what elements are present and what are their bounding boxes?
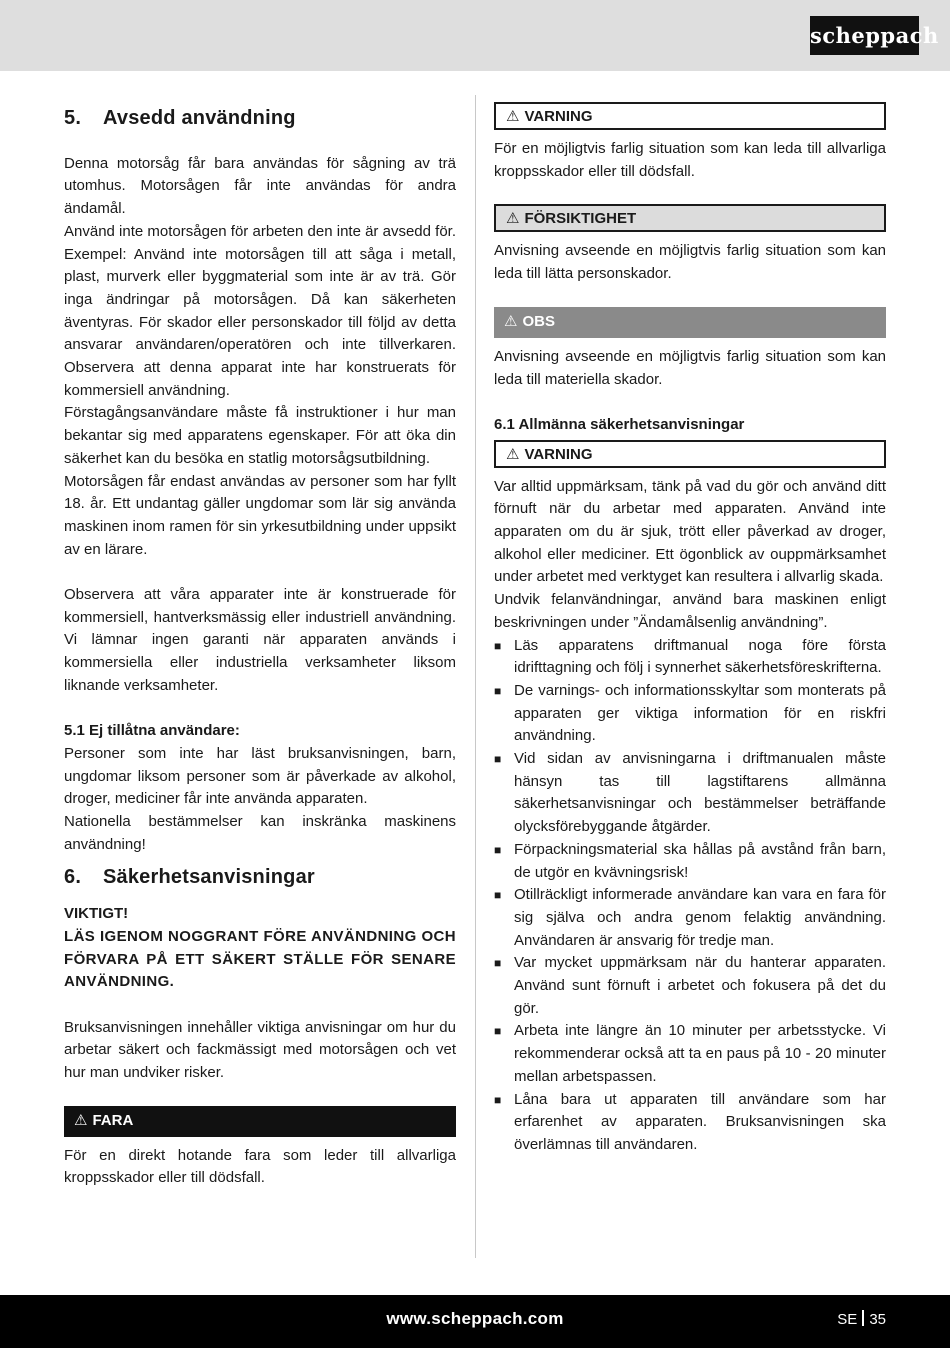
paragraph: Motorsågen får endast användas av personer som har fyllt 18. år. Ett undantag gäller ungdomar som lär sig använda maskinen inom ramen för sin yrkesutbildning under uppsikt av en lärare. [64, 472, 456, 558]
website-link[interactable]: www.scheppach.com [386, 1309, 564, 1328]
paragraph: Var alltid uppmärksam, tänk på vad du gör och använd ditt förnuft när du arbetar med apparaten. Använd inte apparaten om du är sjuk, trött eller påverkad av droger, alkohol eller mediciner. Ett ögonblick av ouppmärksamhet under arbetet med verktyget kan resultera i allvarlig skada. [494, 477, 886, 586]
section-5-heading: 5. Avsedd användning [64, 107, 296, 129]
paragraph: Undvik felanvändningar, använd bara maskinen enligt beskrivningen under ”Ändamålsenlig användning”. [494, 591, 886, 631]
header-bar [0, 0, 950, 71]
paragraph: Nationella bestämmelser kan inskränka maskinens användning! [64, 813, 456, 853]
paragraph: För en direkt hotande fara som leder till allvarliga kroppsskador eller till dödsfall. [64, 1146, 456, 1187]
section-6-heading: 6. Säkerhetsanvisningar [64, 866, 315, 889]
paragraph: För en möjligtvis farlig situation som kan leda till allvarliga kroppsskador eller till dödsfall. [494, 140, 886, 180]
paragraph: Bruksanvisningen innehåller viktiga anvisningar om hur du arbetar säkert och fackmässigt med motorsågen och vet hur man undviker risker. [64, 1018, 456, 1082]
brand-logo: scheppach [810, 16, 919, 55]
warning-triangle-icon: ⚠ [504, 312, 518, 330]
footer-bar [0, 1295, 950, 1348]
list-item: ■ Arbeta inte längre än 10 minuter per arbetsstycke. Vi rekommenderar också att ta en paus på 10 - 20 minuter mellan arbetspassen. [494, 1020, 886, 1088]
obs-box: ⚠ OBS [494, 307, 886, 338]
fara-box: ⚠ FARA [64, 1106, 456, 1137]
subsection-5-1-heading: 5.1 Ej tillåtna användare: [64, 722, 240, 740]
list-item: ■ Var mycket uppmärksam när du hanterar apparaten. Använd sunt förnuft i arbetet och fokusera på det du gör. [494, 952, 886, 1020]
left-column [64, 95, 456, 1190]
paragraph: Denna motorsåg får bara användas för sågning av trä utomhus. Motorsågen får inte användas för andra ändamål. [64, 154, 456, 218]
paragraph: Personer som inte har läst bruksanvisningen, barn, ungdomar liksom personer som är påverkade av alkohol, droger, mediciner får inte använda apparaten. [64, 744, 456, 808]
important-notice: LÄS IGENOM NOGGRANT FÖRE ANVÄNDNING OCH FÖRVARA PÅ ETT SÄKERT STÄLLE FÖR SENARE ANVÄNDNING. [64, 927, 456, 991]
varning-box-2: ⚠ VARNING [494, 440, 886, 468]
paragraph: Förstagångsanvändare måste få instruktioner i hur man bekantar sig med apparatens egenskaper. För att öka din säkerhet kan du besöka en statlig motorsågsutbildning. [64, 404, 456, 467]
list-item: ■ Otillräckligt informerade användare kan vara en fara för sig själva och andra genom felaktig användning. Användaren är ansvarig för tredje man. [494, 884, 886, 952]
column-divider [475, 95, 476, 1258]
important-label: VIKTIGT! [64, 905, 129, 923]
list-item: ■ De varnings- och informationsskyltar som monterats på apparaten ger viktiga information för en riskfri användning. [494, 680, 886, 748]
subsection-6-1-heading: 6.1 Allmänna säkerhetsanvisningar [494, 415, 745, 433]
warning-triangle-icon: ⚠ [74, 1111, 88, 1129]
paragraph: Anvisning avseende en möjligtvis farlig situation som kan leda till lätta personskador. [494, 242, 886, 283]
warning-triangle-icon: ⚠ [506, 210, 520, 228]
page-number: SE 35 [837, 1311, 886, 1328]
paragraph: Anvisning avseende en möjligtvis farlig situation som kan leda till materiella skador. [494, 347, 886, 388]
list-item: ■ Förpackningsmaterial ska hållas på avstånd från barn, de utgör en kvävningsrisk! [494, 839, 886, 884]
list-item: ■ Vid sidan av anvisningarna i driftmanualen måste hänsyn tas till lagstiftarens allmänna säkerhetsanvisningar och bestämmelser beträffande olycksförebyggande åtgärder. [494, 748, 886, 839]
warning-triangle-icon: ⚠ [506, 445, 520, 463]
varning-box: ⚠ VARNING [494, 102, 886, 130]
forsiktighet-box: ⚠ FÖRSIKTIGHET [494, 204, 886, 232]
warning-triangle-icon: ⚠ [506, 108, 520, 125]
safety-bullet-list [494, 635, 886, 1157]
paragraph: Använd inte motorsågen för arbeten den inte är avsedd för. Exempel: Använd inte motorsågen till att såga i metall, plast, murverk eller byggmaterial som inte är av trä. Gör inga ändringar på motorsågen. Då kan säkerheten äventyras. För skador eller personskador till följd av detta ansvarar användaren/operatören och inte tillverkaren. Observera att denna apparat inte har konstruerats för kommersiell användning. [64, 222, 456, 399]
list-item: ■ Låna bara ut apparaten till användare som har erfarenhet av apparaten. Bruksanvisningen ska överlämnas till användaren. [494, 1089, 886, 1157]
paragraph: Observera att våra apparater inte är konstruerade för kommersiell, hantverksmässig eller industriell användning. Vi lämnar ingen garanti när apparaten används i kommersiella eller industriella verksamheter liksom liknande verksamheter. [64, 586, 456, 694]
list-item: ■ Läs apparatens driftmanual noga före första idrifttagning och följ i synnerhet säkerhetsföreskrifterna. [494, 635, 886, 680]
right-column [494, 95, 886, 1157]
